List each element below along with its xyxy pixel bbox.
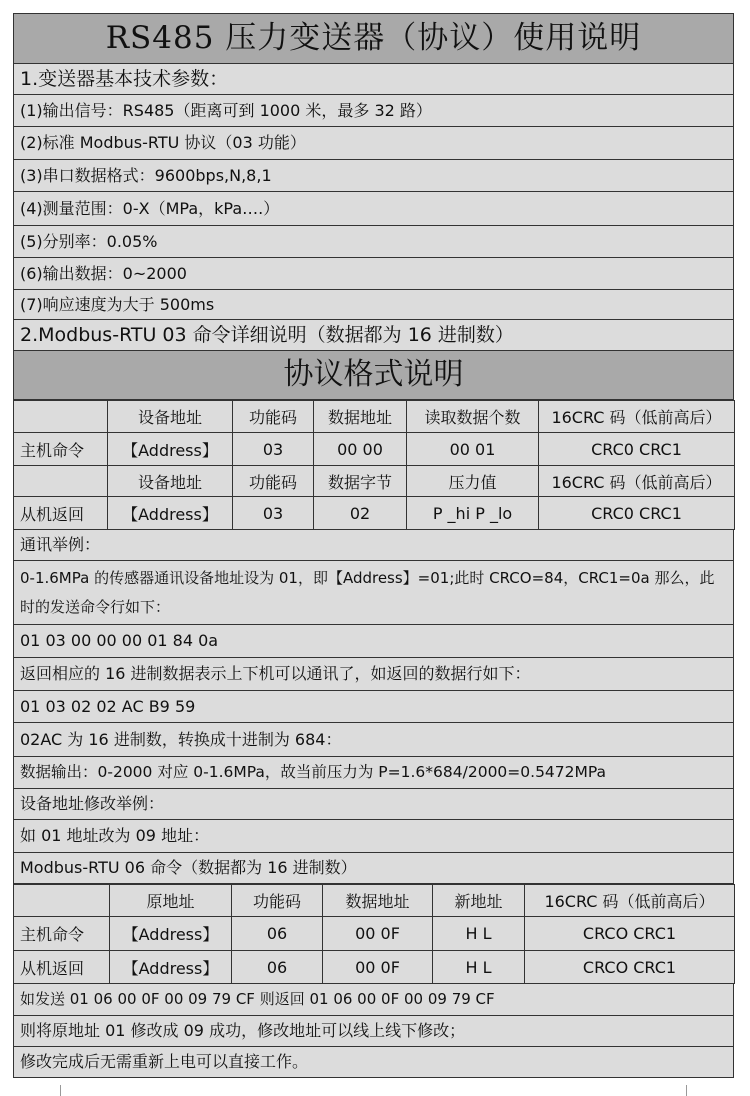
table-cell: H L [433,951,525,984]
spec-item-resolution: (5)分别率：0.05% [13,226,734,258]
spec-item-response: (7)响应速度为大于 500ms [13,290,734,320]
table-header-row [14,466,735,497]
protocol-banner: 协议格式说明 [13,351,734,400]
table-cell: P _hi P _lo [407,497,539,530]
table-cell: 03 [233,433,314,466]
table-cell: 00 00 [314,433,407,466]
table-cell: 设备地址 [108,401,233,433]
table-row-slave [14,951,735,984]
table-cell: 【Address】 [108,497,233,530]
table-cell: CRC0 CRC1 [539,497,735,530]
table-cell: 【Address】 [108,433,233,466]
command06-heading: Modbus-RTU 06 命令（数据都为 16 进制数） [13,853,734,884]
response-description: 返回相应的 16 进制数据表示上下机可以通讯了，如返回的数据行如下： [13,658,734,691]
send-return-line: 如发送 01 06 00 0F 00 09 79 CF 则返回 01 06 00 0F 00 09 79 CF [13,984,734,1016]
table-cell: 【Address】 [110,917,232,951]
table-row-master [14,917,735,951]
section2-heading: 2.Modbus-RTU 03 命令详细说明（数据都为 16 进制数） [13,320,734,351]
table-cell: 02 [314,497,407,530]
table-cell: 读取数据个数 [407,401,539,433]
row-label: 从机返回 [14,497,108,530]
table-cell: 数据地址 [314,401,407,433]
address-change-example: 如 01 地址改为 09 地址： [13,820,734,853]
table-cell: 数据地址 [323,885,433,917]
table-cell: 06 [232,951,323,984]
table-cell: 压力值 [407,466,539,497]
table-cell: 00 01 [407,433,539,466]
table-cell: 设备地址 [108,466,233,497]
table-cell: CRCO CRC1 [525,951,735,984]
table-cell: 16CRC 码（低前高后） [539,466,735,497]
table-row-master [14,433,735,466]
table-header-row [14,401,735,433]
table-cell: 00 0F [323,917,433,951]
table-cell: 功能码 [233,401,314,433]
hex-conversion-line: 02AC 为 16 进制数，转换成十进制为 684： [13,723,734,757]
table-cell: 00 0F [323,951,433,984]
table-row-slave [14,497,735,530]
send-command-line: 01 03 00 00 00 01 84 0a [13,625,734,658]
table-cell: 【Address】 [110,951,232,984]
address-change-table [13,884,735,984]
table-cell: CRC0 CRC1 [539,433,735,466]
address-change-heading: 设备地址修改举例： [13,789,734,820]
table-cell: CRCO CRC1 [525,917,735,951]
table-cell [14,401,108,433]
page-edge-mark [686,1085,687,1096]
table-cell: 06 [232,917,323,951]
table-header-row [14,885,735,917]
section1-heading: 1.变送器基本技术参数： [13,64,734,95]
table-cell: 功能码 [232,885,323,917]
example-heading: 通讯举例： [13,530,734,561]
spec-item-protocol: (2)标准 Modbus-RTU 协议（03 功能） [13,127,734,160]
table-cell: 16CRC 码（低前高后） [539,401,735,433]
protocol-table [13,400,735,530]
spec-item-output-signal: (1)输出信号：RS485（距离可到 1000 米，最多 32 路） [13,95,734,127]
success-note: 则将原地址 01 修改成 09 成功，修改地址可以线上线下修改； [13,1016,734,1047]
response-data-line: 01 03 02 02 AC B9 59 [13,691,734,723]
table-cell: 03 [233,497,314,530]
table-cell: H L [433,917,525,951]
table-cell: 16CRC 码（低前高后） [525,885,735,917]
document-title: RS485 压力变送器（协议）使用说明 [13,13,734,64]
pressure-calc-line: 数据输出：0-2000 对应 0-1.6MPa，故当前压力为 P=1.6*684/2000=0.5472MPa [13,757,734,789]
table-cell: 原地址 [110,885,232,917]
table-cell: 功能码 [233,466,314,497]
table-cell: 数据字节 [314,466,407,497]
table-cell [14,466,108,497]
row-label: 从机返回 [14,951,110,984]
table-cell: 新地址 [433,885,525,917]
spec-item-serial-format: (3)串口数据格式：9600bps,N,8,1 [13,160,734,192]
row-label: 主机命令 [14,917,110,951]
spec-item-output-data: (6)输出数据：0~2000 [13,258,734,290]
spec-sheet [13,13,734,1078]
row-label: 主机命令 [14,433,108,466]
spec-item-range: (4)测量范围：0-X（MPa，kPa….） [13,192,734,226]
table-cell [14,885,110,917]
restart-note: 修改完成后无需重新上电可以直接工作。 [13,1047,734,1078]
page-edge-mark [60,1085,61,1096]
example-description: 0-1.6MPa 的传感器通讯设备地址设为 01，即【Address】=01;此时 CRCO=84，CRC1=0a 那么，此时的发送命令行如下： [13,561,734,625]
